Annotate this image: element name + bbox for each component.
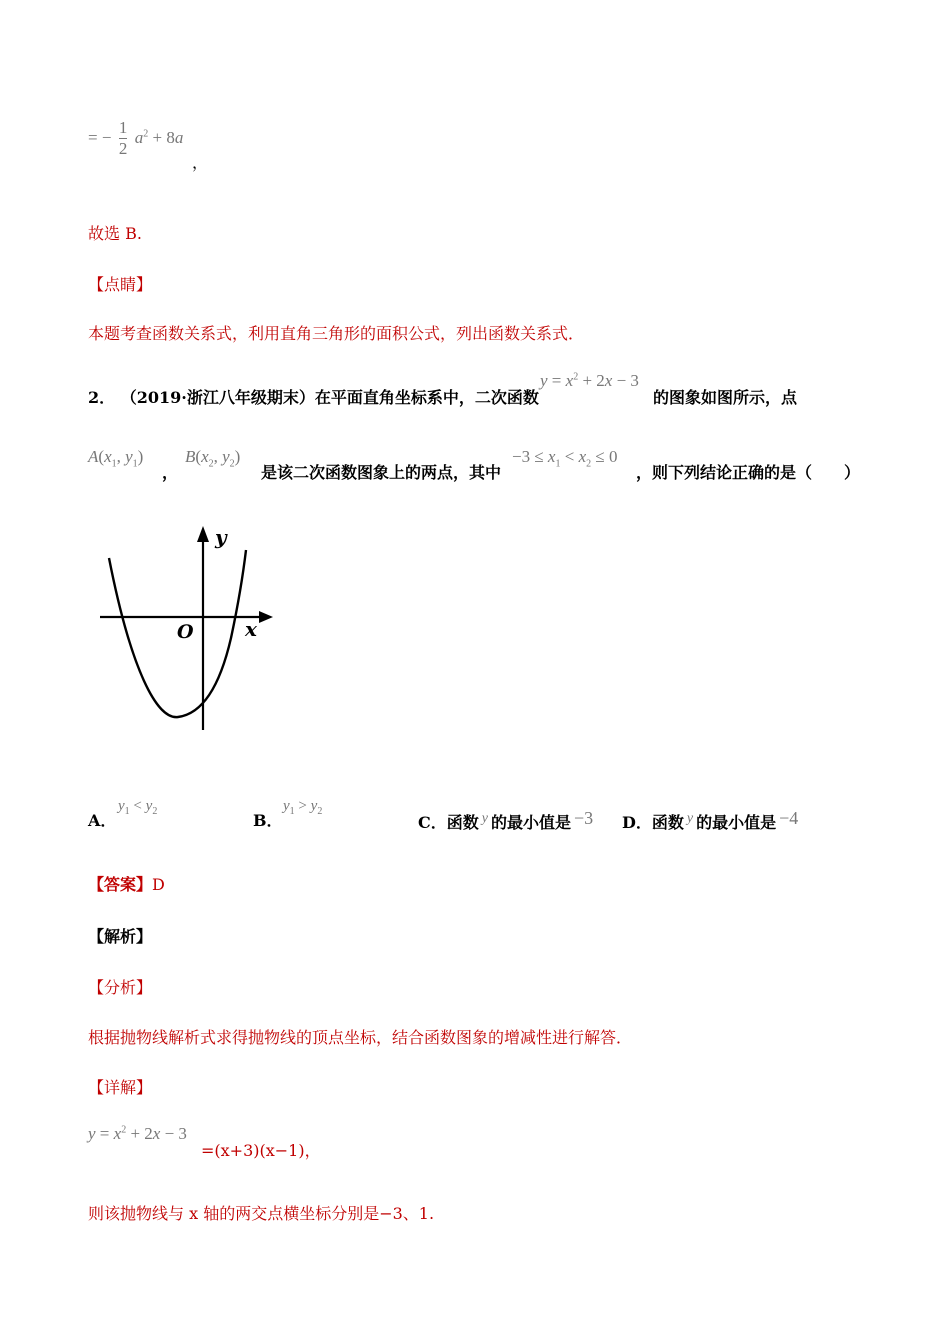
option-a-letter: A． xyxy=(88,811,117,830)
question-stem-4: ，则下列结论正确的是（ ） xyxy=(636,463,861,482)
option-d xyxy=(622,808,798,833)
question-number: 2． xyxy=(88,388,116,407)
origin-label: O xyxy=(177,621,194,643)
comment-text: 本题考查函数关系式，利用直角三角形的面积公式，列出函数关系式． xyxy=(88,324,585,343)
parabola-graph xyxy=(95,520,280,735)
question-stem-1: 在平面直角坐标系中，二次函数 xyxy=(314,388,539,407)
option-d-value: −4 xyxy=(779,808,799,828)
option-d-text: 函数 xyxy=(651,813,684,832)
prev-formula-tail: ， xyxy=(192,153,209,172)
option-c-var: y xyxy=(481,811,488,826)
y-axis-label: y xyxy=(215,525,227,549)
detail-formula: $y = x^2 + 2x - 3$ xyxy=(88,1124,187,1143)
x-axis-label: x xyxy=(245,617,257,641)
answer-line xyxy=(88,872,165,895)
option-d-text2: 的最小值是 xyxy=(696,813,777,832)
detail-text: 则该抛物线与 x 轴的两交点横坐标分别是−3、1. xyxy=(88,1204,435,1223)
option-b-math: $y_1 > y_2$ xyxy=(283,798,323,817)
question-line-1 xyxy=(88,385,539,408)
analysis-heading: 【解析】 xyxy=(88,927,153,946)
comment-heading: 【点睛】 xyxy=(88,275,153,294)
option-c xyxy=(418,808,593,833)
analysis-text: 根据抛物线解析式求得抛物线的顶点坐标，结合函数图象的增减性进行解答． xyxy=(88,1028,633,1047)
question-source: （2019·浙江八年级期末） xyxy=(120,388,315,407)
question-condition: $-3 \le x_1 < x_2 \le 0$ xyxy=(512,447,618,470)
x-axis-arrow xyxy=(259,611,273,623)
option-a-math: $y_1 < y_2$ xyxy=(118,798,158,817)
point-comma: ， xyxy=(162,463,179,482)
prev-formula: = − $\frac{1}{2}$ $a^2 + 8a$ xyxy=(88,118,184,158)
analysis-sub-heading: 【分析】 xyxy=(88,978,153,997)
question-function: $y = x^2 + 2x - 3$ xyxy=(540,371,639,390)
question-stem-2: 的图象如图所示，点 xyxy=(653,388,798,407)
answer-value: D xyxy=(152,875,165,894)
option-c-value: −3 xyxy=(574,808,594,828)
option-c-letter: C． xyxy=(418,813,447,832)
conclusion: 故选 B. xyxy=(88,224,142,243)
answer-heading: 【答案】 xyxy=(88,875,153,894)
option-d-var: y xyxy=(686,811,694,826)
question-stem-3: 是该二次函数图象上的两点，其中 xyxy=(261,463,502,482)
option-b-letter: B． xyxy=(253,811,283,830)
point-b: $B(x_2$, $y_2$) xyxy=(185,447,241,470)
option-c-text: 函数 xyxy=(446,813,479,832)
y-axis-arrow xyxy=(197,526,209,542)
option-c-text2: 的最小值是 xyxy=(490,813,571,832)
point-a: $A(x_1$, $y_1$) xyxy=(88,447,144,470)
option-d-letter: D． xyxy=(622,813,652,832)
detail-factored: =(x+3)(x−1)， xyxy=(201,1141,321,1160)
detail-heading: 【详解】 xyxy=(88,1078,153,1097)
